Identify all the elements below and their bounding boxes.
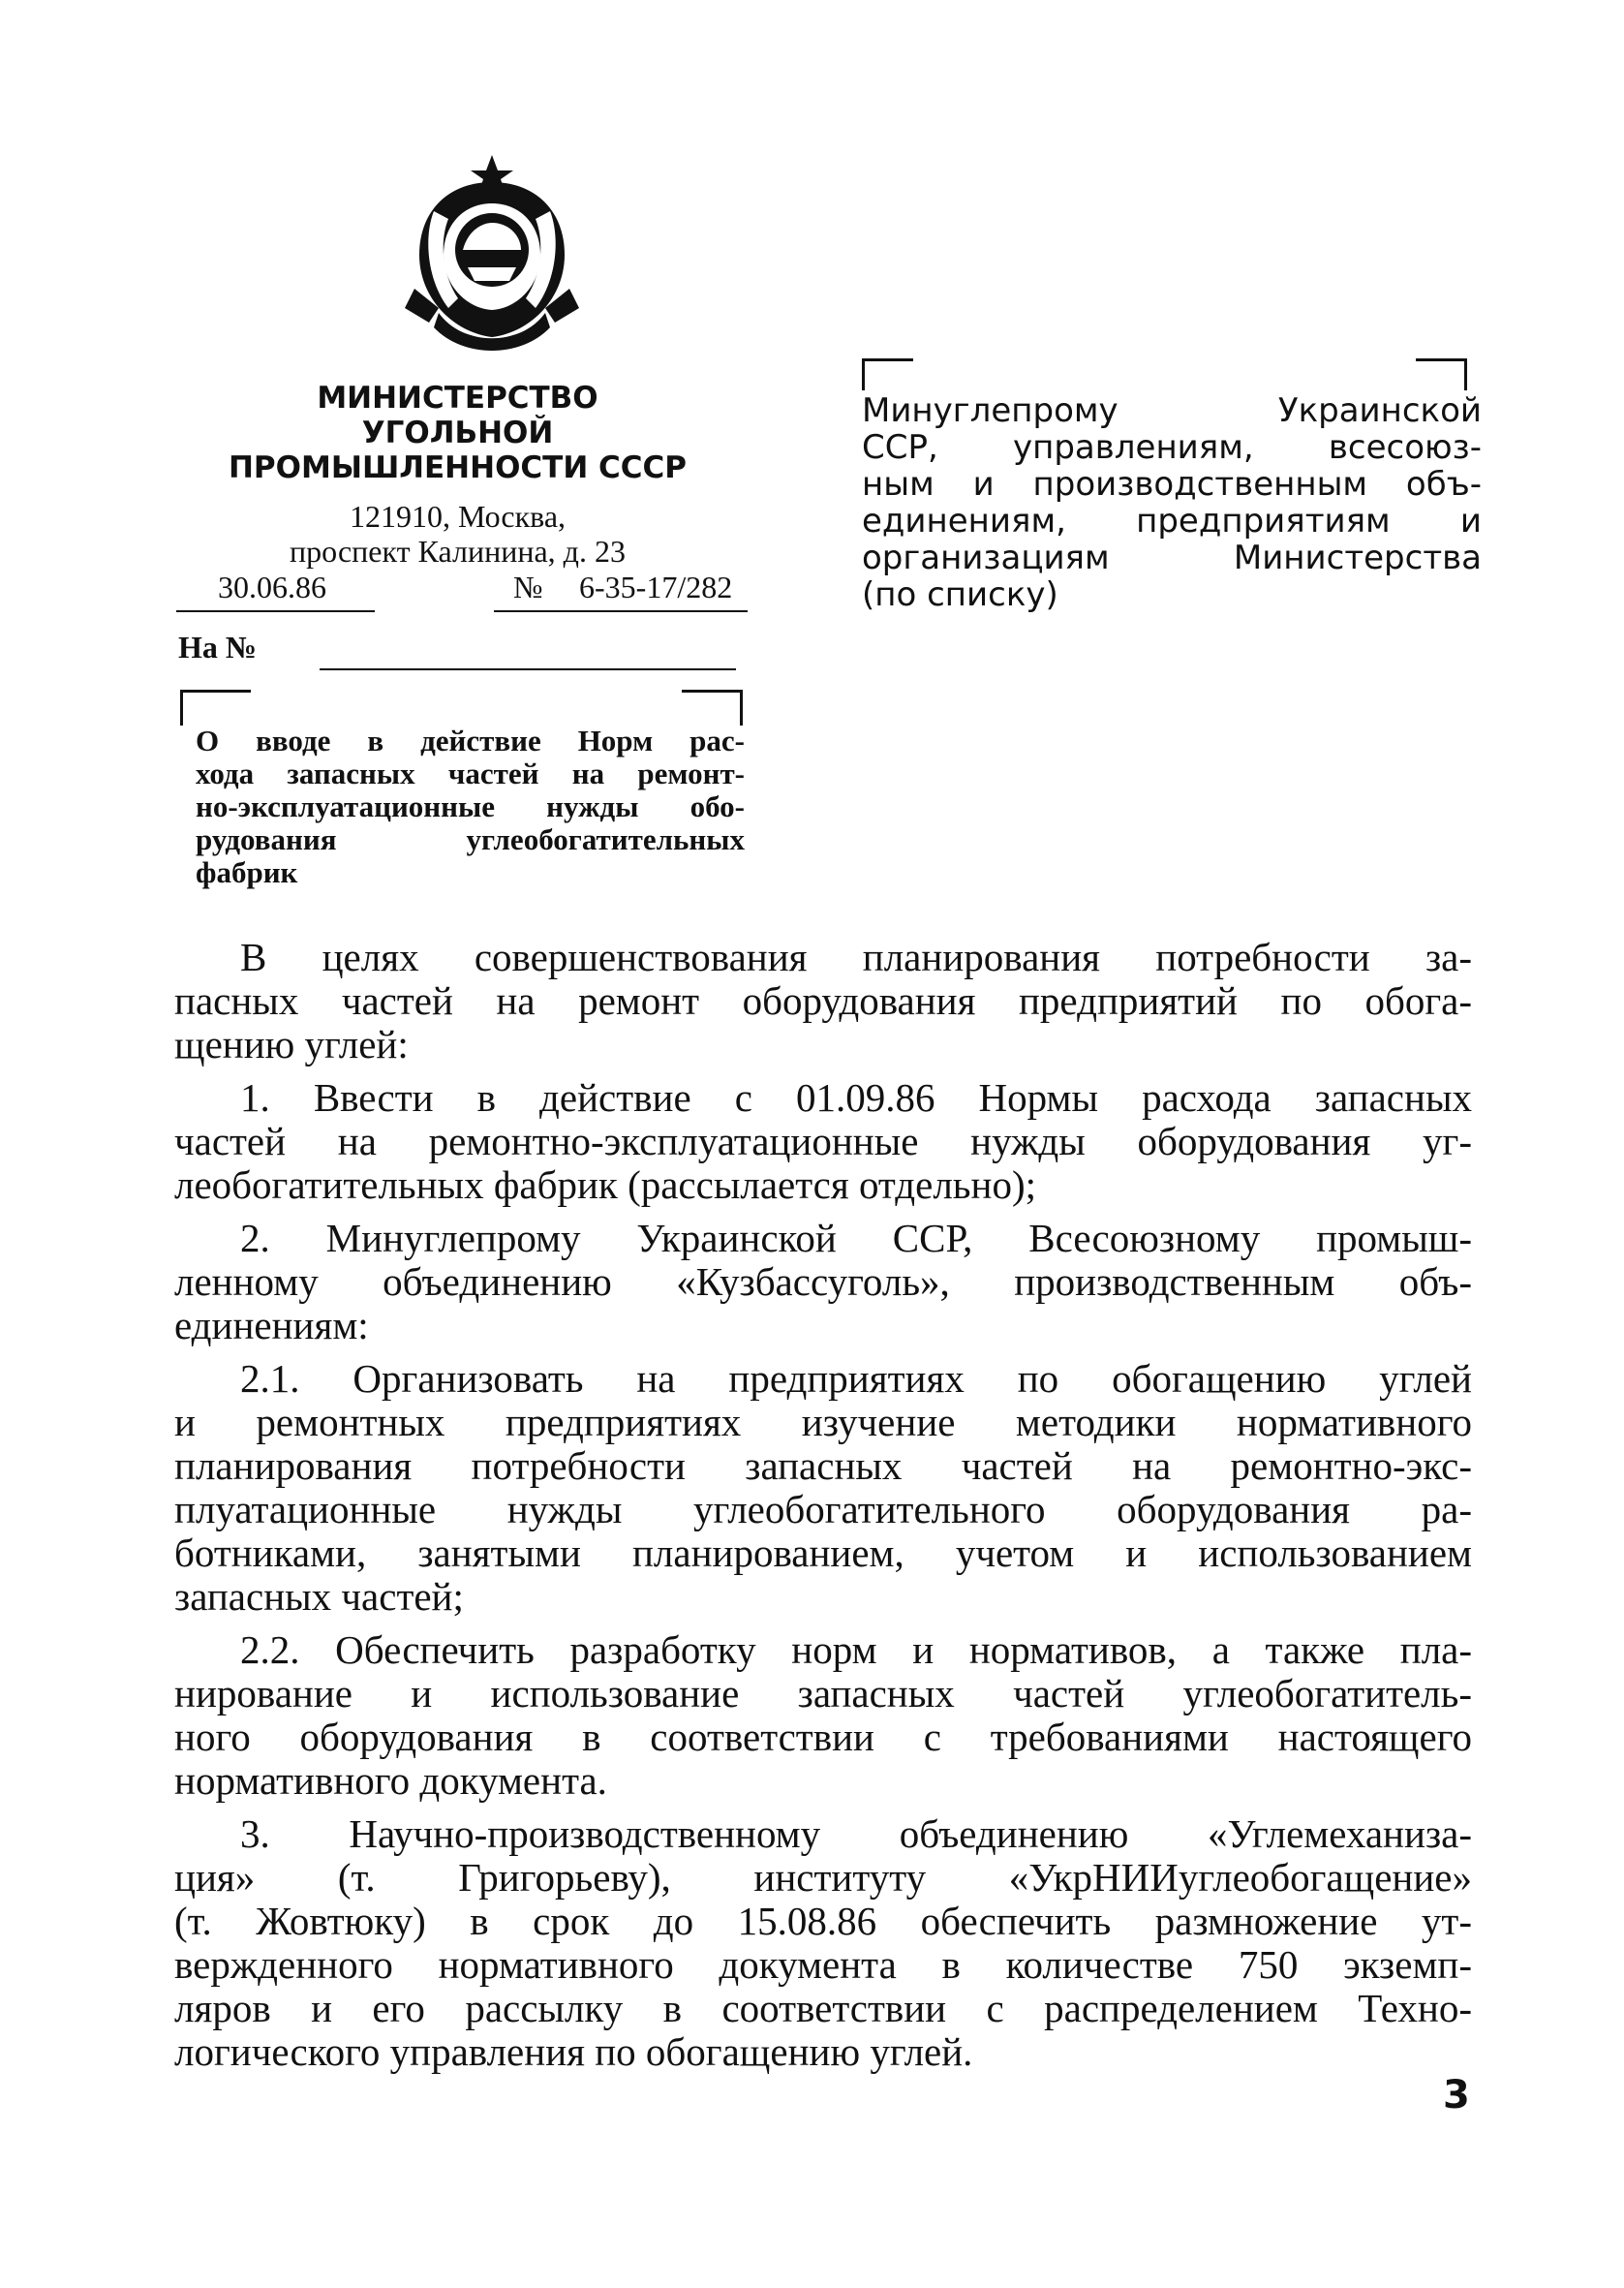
addressee-line: Минуглепрому Украинской [862, 391, 1482, 430]
body-line: единениям: [174, 1303, 369, 1347]
body-line: ляров и его рассылку в соответствии с распределением Техно- [174, 1986, 1472, 2030]
body-line: и ремонтных предприятиях изучение методики нормативного [174, 1400, 1472, 1444]
document-subject [196, 725, 745, 889]
body-line: 1. Ввести в действие с 01.09.86 Нормы расхода запасных [240, 1075, 1472, 1120]
date-underline [176, 610, 375, 612]
ministry-line-1: МИНИСТЕРСТВО [317, 381, 598, 416]
addressee-block [862, 392, 1482, 613]
body-line: В целях совершенствования планирования потребности за- [240, 935, 1472, 979]
body-line: щению углей: [174, 1022, 409, 1067]
body-line: ция» (т. Григорьеву), институту «УкрНИИуглеобогащение» [174, 1855, 1472, 1900]
body-line: запасных частей; [174, 1574, 464, 1619]
body-line: логического управления по обогащению углей. [174, 2029, 973, 2074]
addressee-corner-left [862, 358, 913, 390]
ministry-line-2: УГОЛЬНОЙ [361, 416, 554, 450]
document-date: 30.06.86 [218, 570, 326, 604]
body-line: 3. Научно-производственному объединению «Углемеханиза- [240, 1811, 1472, 1856]
ministry-address [184, 499, 731, 569]
addressee-corner-right [1416, 358, 1467, 390]
body-line: ленному объединению «Кузбассуголь», производственным объ- [174, 1259, 1472, 1304]
page-number: 3 [1443, 2073, 1470, 2118]
body-line: плуатационные нужды углеобогатительного оборудования ра- [174, 1487, 1472, 1531]
body-line: 2. Минуглепрому Украинской ССР, Всесоюзному промыш- [240, 1216, 1472, 1260]
body-line: планирования потребности запасных частей на ремонтно-экс- [174, 1443, 1472, 1488]
address-line-2: проспект Калинина, д. 23 [290, 534, 626, 569]
addressee-line: ССР, управлениям, всесоюз- [862, 428, 1482, 467]
body-line: частей на ремонтно-эксплуатационные нужды оборудования уг- [174, 1119, 1472, 1163]
state-emblem-icon [395, 153, 589, 361]
paragraph-item-2 [174, 1217, 1472, 1347]
document-body [174, 936, 1472, 2084]
paragraph-item-2-2 [174, 1628, 1472, 1803]
subject-corner-right [682, 690, 743, 726]
addressee-line: единениям, предприятиям и [862, 502, 1482, 541]
body-line: нирование и использование запасных частей углеобогатитель- [174, 1671, 1472, 1716]
address-line-1: 121910, Москва, [349, 499, 567, 534]
reply-reference-label: На № [178, 630, 258, 665]
paragraph-item-1 [174, 1076, 1472, 1207]
body-line: 2.2. Обеспечить разработку норм и нормативов, а также пла- [240, 1627, 1472, 1672]
subject-corner-left [180, 690, 251, 726]
paragraph-item-2-1 [174, 1357, 1472, 1619]
body-line: ботниками, занятыми планированием, учетом и использованием [174, 1530, 1472, 1575]
emblem-graphic [395, 153, 589, 361]
subject-line: но-эксплуатационные нужды обо- [196, 789, 745, 823]
paragraph-item-3 [174, 1812, 1472, 2074]
body-line: нормативного документа. [174, 1758, 607, 1803]
ministry-line-3: ПРОМЫШЛЕННОСТИ СССР [228, 450, 688, 485]
body-line: ного оборудования в соответствии с требованиями настоящего [174, 1715, 1472, 1759]
ministry-name [184, 381, 731, 485]
number-label: № [513, 570, 543, 604]
reply-reference-underline [320, 668, 736, 670]
addressee-line: ным и производственным объ- [862, 465, 1482, 504]
body-line: леобогатительных фабрик (рассылается отдельно); [174, 1162, 1036, 1207]
body-line: пасных частей на ремонт оборудования предприятий по обога- [174, 978, 1472, 1023]
subject-line: рудования углеобогатительных [196, 822, 745, 856]
subject-line: хода запасных частей на ремонт- [196, 757, 745, 790]
subject-line: О вводе в действие Норм рас- [196, 724, 745, 758]
addressee-line: организациям Министерства [862, 539, 1482, 577]
body-line: (т. Жовтюку) в срок до 15.08.86 обеспечить размножение ут- [174, 1899, 1472, 1943]
body-line: вержденного нормативного документа в количестве 750 экземп- [174, 1942, 1472, 1987]
number-underline [494, 610, 748, 612]
addressee-line: (по списку) [862, 575, 1058, 614]
paragraph-intro [174, 936, 1472, 1067]
document-number: 6-35-17/282 [579, 570, 733, 604]
subject-line: фабрик [196, 855, 298, 889]
body-line: 2.1. Организовать на предприятиях по обогащению углей [240, 1356, 1472, 1401]
